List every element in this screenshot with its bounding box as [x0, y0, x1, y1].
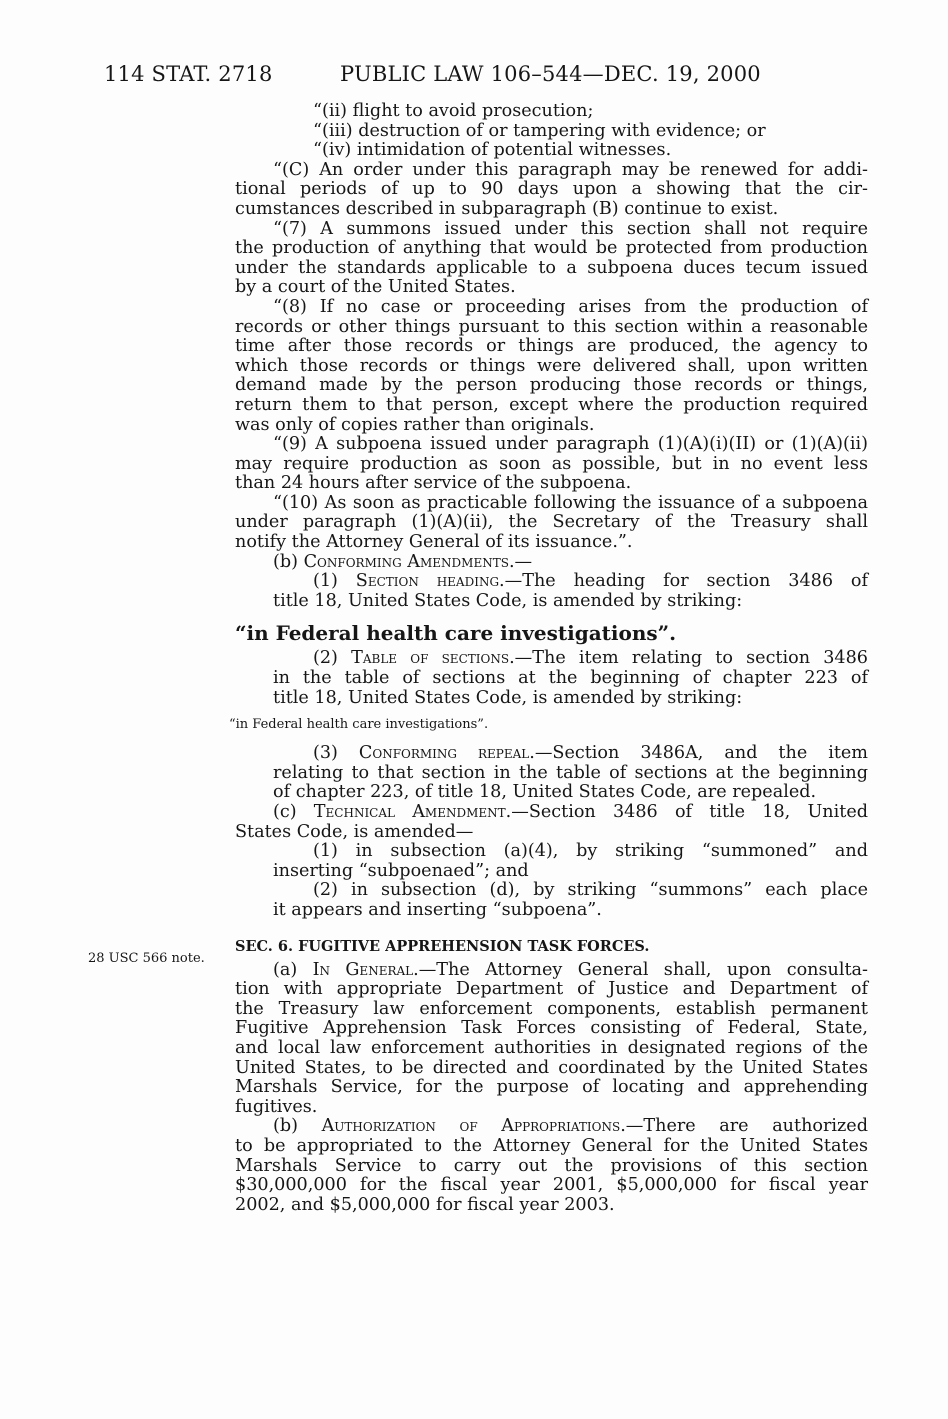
- text-line: “(10) As soon as practicable following the issuance of a subpoena: [273, 492, 868, 513]
- paragraph-heading: [235, 744, 868, 764]
- subsection-heading: [235, 961, 868, 981]
- paragraph-label: (3): [313, 743, 359, 764]
- statute-page-number: 114 STAT. 2718: [104, 62, 273, 86]
- text-line: inserting “subpoenaed”; and: [273, 860, 529, 881]
- text-line: cumstances described in subparagraph (B) continue to exist.: [235, 198, 779, 219]
- paragraph-title: Table of sections: [351, 648, 510, 669]
- paragraph-heading: [235, 649, 868, 669]
- text-line: return them to that person, except where the production required: [235, 394, 868, 415]
- subsection-heading: [235, 803, 868, 823]
- paragraph-text: .—The heading for section 3486 of: [499, 571, 868, 592]
- text-line: Fugitive Apprehension Task Forces consisting of Federal, State,: [235, 1018, 868, 1039]
- text-line: 2002, and $5,000,000 for fiscal year 2003.: [235, 1194, 615, 1215]
- text-line: title 18, United States Code, is amended by striking:: [273, 687, 743, 708]
- text-line: by a court of the United States.: [235, 277, 516, 298]
- paragraph-title: Conforming repeal: [358, 743, 530, 764]
- text-line: may require production as soon as possible, but in no event less: [235, 453, 868, 474]
- text-line: (2) in subsection (d), by striking “summons” each place: [313, 880, 868, 901]
- text-line: demand made by the person producing those records or things,: [235, 375, 868, 396]
- text-line: to be appropriated to the Attorney General for the United States: [235, 1135, 868, 1156]
- text-line: (1) in subsection (a)(4), by striking “summoned” and: [313, 841, 868, 862]
- subsection-text: .—Section 3486 of title 18, United: [505, 802, 868, 822]
- text-line: “(8) If no case or proceeding arises from the production of: [273, 296, 868, 317]
- paragraph-title: Section heading: [355, 571, 500, 592]
- text-line: United States, to be directed and coordinated by the United States: [235, 1057, 868, 1078]
- text-line: in the table of sections at the beginning of chapter 223 of: [273, 668, 868, 689]
- subsection-label: (b): [273, 551, 304, 572]
- subsection-heading: [235, 1117, 868, 1137]
- paragraph-label: (2): [313, 648, 352, 669]
- subsection-text: .—The Attorney General shall, upon consulta-: [413, 959, 868, 980]
- text-line: States Code, is amended—: [235, 821, 474, 842]
- subsection-heading: [235, 553, 868, 573]
- text-line: Marshals Service to carry out the provisions of this section: [235, 1155, 868, 1176]
- subsection-title: Technical Amendment: [313, 802, 506, 822]
- text-line: time after those records or things are produced, the agency to: [235, 336, 868, 357]
- text-line: than 24 hours after service of the subpoena.: [235, 473, 632, 494]
- text-line: it appears and inserting “subpoena”.: [273, 899, 602, 920]
- struck-text-bold: “in Federal health care investigations”.: [235, 621, 677, 646]
- text-line: title 18, United States Code, is amended by striking:: [273, 590, 743, 611]
- text-line: “(iii) destruction of or tampering with evidence; or: [313, 120, 766, 141]
- struck-text-small: “in Federal health care investigations”.: [229, 717, 489, 733]
- subsection-label: (b): [273, 1116, 322, 1137]
- text-line: records or other things pursuant to this section within a reasonable: [235, 316, 868, 337]
- text-line: and local law enforcement authorities in designated regions of the: [235, 1037, 868, 1058]
- text-line: “(9) A subpoena issued under paragraph (1)(A)(i)(II) or (1)(A)(ii): [273, 434, 868, 455]
- paragraph-text: .—Section 3486A, and the item: [529, 743, 868, 764]
- subsection-dash: .—: [508, 551, 533, 572]
- text-line: of chapter 223, of title 18, United States Code, are repealed.: [273, 782, 817, 803]
- text-line: was only of copies rather than originals.: [235, 414, 595, 435]
- body-text: [229, 101, 869, 1215]
- section-heading: [235, 937, 868, 957]
- subsection-text: .—There are authorized: [620, 1116, 868, 1137]
- paragraph-label: (1): [313, 571, 356, 592]
- margin-note: 28 USC 566 note.: [88, 951, 205, 966]
- text-line: “(C) An order under this paragraph may be renewed for addi-: [273, 159, 868, 180]
- public-law-heading: PUBLIC LAW 106–544—DEC. 19, 2000: [340, 62, 761, 86]
- section-title: SEC. 6. FUGITIVE APPREHENSION TASK FORCES.: [235, 937, 650, 955]
- paragraph-heading: [235, 572, 868, 592]
- text-line: $30,000,000 for the fiscal year 2001, $5,000,000 for fiscal year: [235, 1175, 868, 1196]
- text-line: relating to that section in the table of sections at the beginning: [273, 762, 868, 783]
- text-line: tional periods of up to 90 days upon a showing that the cir-: [235, 179, 868, 200]
- subsection-label: (c): [273, 802, 314, 822]
- text-line: the production of anything that would be protected from production: [235, 238, 868, 259]
- text-line: “(7) A summons issued under this section shall not require: [273, 218, 868, 239]
- text-line: “(iv) intimidation of potential witnesses.: [313, 140, 672, 161]
- text-line: under paragraph (1)(A)(ii), the Secretary of the Treasury shall: [235, 512, 868, 533]
- text-line: the Treasury law enforcement components, establish permanent: [235, 998, 868, 1019]
- text-line: notify the Attorney General of its issuance.”.: [235, 532, 633, 553]
- subsection-title: Authorization of Appropriations: [321, 1116, 621, 1137]
- subsection-title: Conforming Amendments: [303, 551, 509, 572]
- text-line: fugitives.: [235, 1096, 318, 1117]
- text-line: Marshals Service, for the purpose of locating and apprehending: [235, 1077, 868, 1098]
- text-line: tion with appropriate Department of Justice and Department of: [235, 979, 868, 1000]
- subsection-title: In General: [312, 959, 414, 980]
- text-line: under the standards applicable to a subpoena duces tecum issued: [235, 257, 868, 278]
- paragraph-text: .—The item relating to section 3486: [509, 648, 869, 669]
- subsection-label: (a): [273, 959, 313, 980]
- text-line: which those records or things were delivered shall, upon written: [235, 355, 868, 376]
- text-line: “(ii) flight to avoid prosecution;: [313, 101, 594, 121]
